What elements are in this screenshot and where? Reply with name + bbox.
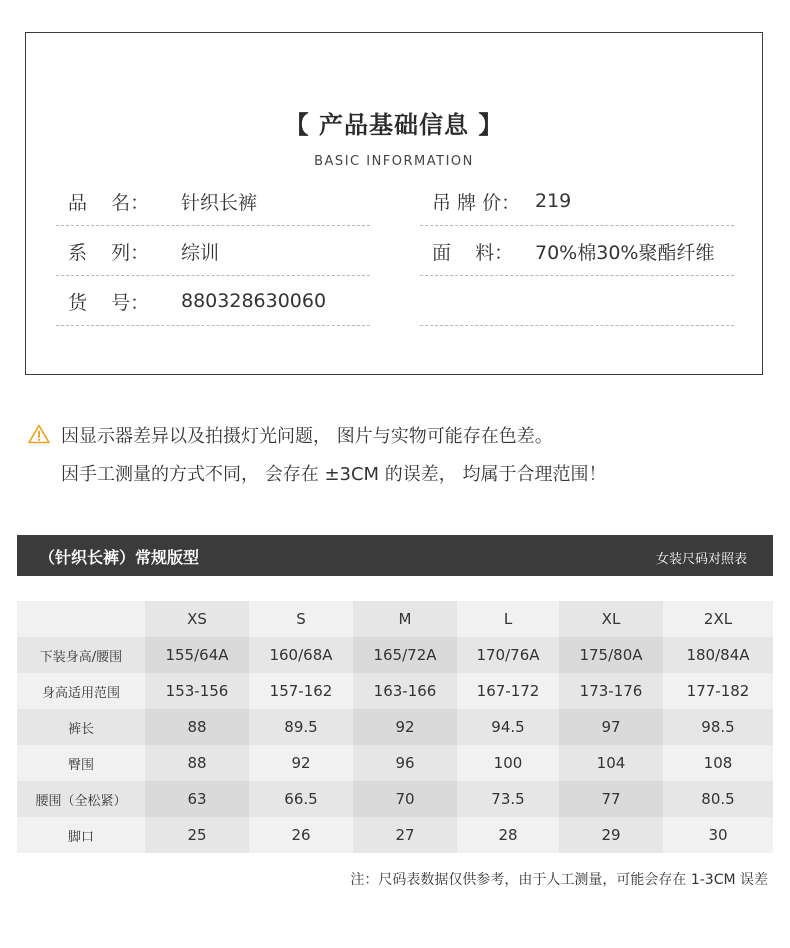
field-price-value: 219 [535, 190, 572, 212]
table-cell: 92 [353, 709, 457, 745]
field-price-label: 吊 牌 价： [432, 191, 521, 214]
row-label: 裤长 [17, 709, 145, 745]
table-cell: 92 [249, 745, 353, 781]
table-cell: 153-156 [145, 673, 249, 709]
field-series-label: 系 列： [68, 241, 150, 264]
table-header-cell: XL [559, 601, 663, 637]
table-cell: 89.5 [249, 709, 353, 745]
table-cell: 160/68A [249, 637, 353, 673]
size-chart-title: （针织长裤）常规版型 [39, 548, 200, 567]
field-series [68, 226, 219, 276]
notice-line-2: 因手工测量的方式不同， 会存在 ±3CM 的误差， 均属于合理范围！ [61, 464, 607, 485]
table-row [17, 745, 773, 781]
divider [420, 325, 734, 326]
field-price [432, 176, 571, 226]
warning-triangle-icon [28, 424, 50, 444]
table-cell: 77 [559, 781, 663, 817]
field-name-label: 品 名： [68, 191, 150, 214]
table-cell: 98.5 [663, 709, 773, 745]
table-cell: 165/72A [353, 637, 457, 673]
table-cell: 26 [249, 817, 353, 853]
table-cell: 66.5 [249, 781, 353, 817]
field-name [68, 176, 257, 226]
field-sku [68, 276, 326, 326]
table-cell: 80.5 [663, 781, 773, 817]
size-chart-header [17, 535, 773, 576]
table-cell: 88 [145, 745, 249, 781]
field-name-value: 针织长裤 [181, 191, 258, 214]
field-sku-label: 货 号： [68, 291, 150, 314]
row-label: 脚口 [17, 817, 145, 853]
notice-line-1: 因显示器差异以及拍摄灯光问题， 图片与实物可能存在色差。 [61, 426, 553, 447]
table-cell: 167-172 [457, 673, 559, 709]
table-header-cell [17, 601, 145, 637]
info-subtitle: BASIC INFORMATION [314, 154, 474, 169]
table-cell: 73.5 [457, 781, 559, 817]
table-row [17, 781, 773, 817]
table-header-cell: 2XL [663, 601, 773, 637]
table-cell: 180/84A [663, 637, 773, 673]
table-cell: 104 [559, 745, 663, 781]
table-cell: 63 [145, 781, 249, 817]
table-cell: 25 [145, 817, 249, 853]
info-title: 【 产品基础信息 】 [284, 111, 504, 139]
table-cell: 108 [663, 745, 773, 781]
table-cell: 175/80A [559, 637, 663, 673]
row-label: 身高适用范围 [17, 673, 145, 709]
row-label: 臀围 [17, 745, 145, 781]
size-chart-footnote: 注：尺码表数据仅供参考，由于人工测量，可能会存在 1-3CM 误差 [350, 872, 768, 888]
table-cell: 27 [353, 817, 457, 853]
table-row [17, 709, 773, 745]
size-chart-subtitle: 女装尺码对照表 [655, 552, 747, 567]
table-row [17, 817, 773, 853]
table-cell: 155/64A [145, 637, 249, 673]
field-fabric [432, 226, 714, 276]
table-cell: 97 [559, 709, 663, 745]
table-cell: 30 [663, 817, 773, 853]
table-header-row [17, 601, 773, 637]
table-cell: 28 [457, 817, 559, 853]
table-header-cell: XS [145, 601, 249, 637]
table-cell: 29 [559, 817, 663, 853]
field-series-value: 综训 [181, 241, 220, 264]
row-label: 腰围（全松紧） [17, 781, 145, 817]
field-sku-value: 880328630060 [181, 290, 327, 312]
divider [420, 275, 734, 276]
table-cell: 88 [145, 709, 249, 745]
table-cell: 94.5 [457, 709, 559, 745]
table-cell: 70 [353, 781, 457, 817]
table-row [17, 673, 773, 709]
row-label: 下装身高/腰围 [17, 637, 145, 673]
table-header-cell: L [457, 601, 559, 637]
product-info-box [25, 32, 763, 375]
table-cell: 96 [353, 745, 457, 781]
field-fabric-value: 70%棉30%聚酯纤维 [535, 241, 715, 264]
table-cell: 157-162 [249, 673, 353, 709]
table-cell: 173-176 [559, 673, 663, 709]
table-row [17, 637, 773, 673]
field-fabric-label: 面 料： [432, 241, 514, 264]
table-cell: 163-166 [353, 673, 457, 709]
size-table [17, 601, 773, 853]
table-cell: 177-182 [663, 673, 773, 709]
table-header-cell: S [249, 601, 353, 637]
divider [56, 325, 370, 326]
table-cell: 100 [457, 745, 559, 781]
table-cell: 170/76A [457, 637, 559, 673]
table-header-cell: M [353, 601, 457, 637]
